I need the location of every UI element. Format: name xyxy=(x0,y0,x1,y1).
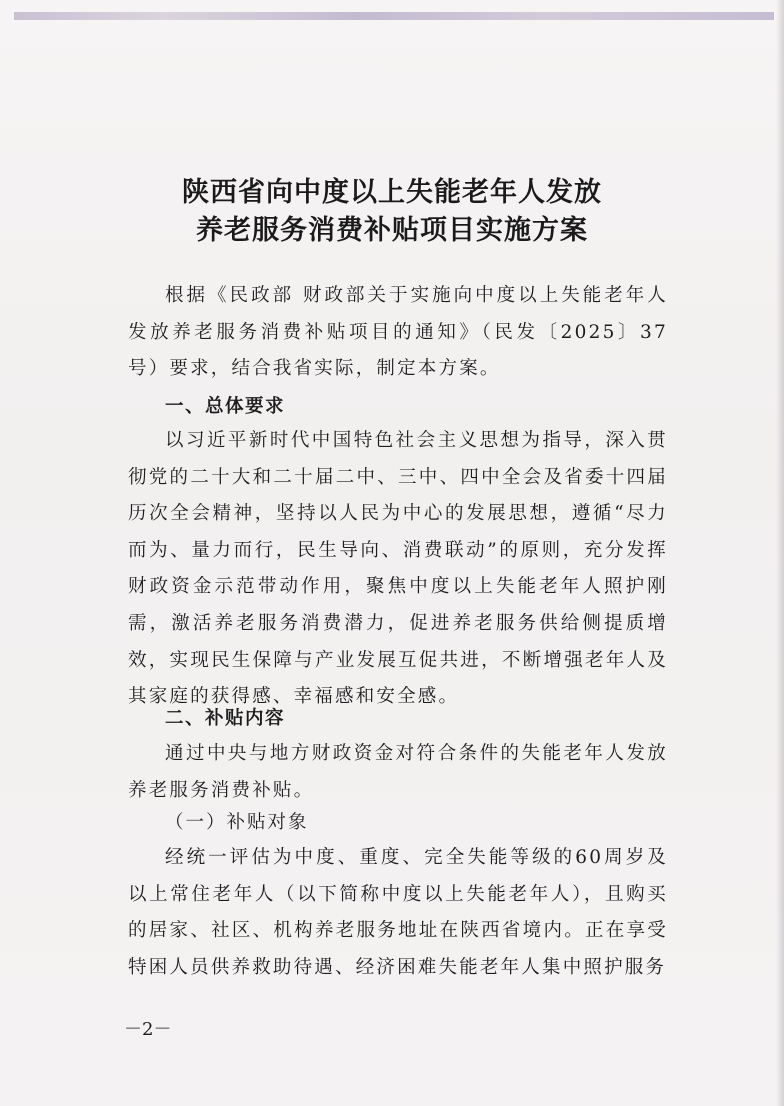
section1-heading: 一、总体要求 xyxy=(165,396,286,417)
section2-heading: 二、补贴内容 xyxy=(165,708,286,729)
document-title-line2: 养老服务消费补贴项目实施方案 xyxy=(196,215,588,246)
document-title-line1: 陕西省向中度以上失能老年人发放 xyxy=(182,177,602,208)
scan-top-edge xyxy=(14,12,774,20)
subsection1-heading: （一）补贴对象 xyxy=(165,812,309,833)
page-number: －2－ xyxy=(124,1019,172,1040)
subsection1-paragraph: 经统一评估为中度、重度、完全失能等级的60周岁及以上常住老年人（以下简称中度以上失能老年人），且购买的居家、社区、机构养老服务地址在陕西省境内。正在享受特困人员供养救助待遇、经济困难失能老年人集中照护服务 xyxy=(128,847,668,978)
section1-paragraph: 以习近平新时代中国特色社会主义思想为指导，深入贯彻党的二十大和二十届二中、三中、四中全会及省委十四届历次全会精神，坚持以人民为中心的发展思想，遵循“尽力而为、量力而行，民生导向、消费联动”的原则，充分发挥财政资金示范带动作用，聚焦中度以上失能老年人照护刚需，激活养老服务消费潜力，促进养老服务供给侧提质增效，实现民生保障与产业发展互促共进，不断增强老年人及其家庭的获得感、幸福感和安全感。 xyxy=(128,430,668,708)
scan-right-edge xyxy=(776,0,784,1106)
section2-paragraph: 通过中央与地方财政资金对符合条件的失能老年人发放养老服务消费补贴。 xyxy=(128,743,668,801)
intro-paragraph: 根据《民政部 财政部关于实施向中度以上失能老年人发放养老服务消费补贴项目的通知》（民发〔2025〕37号）要求，结合我省实际，制定本方案。 xyxy=(128,285,668,380)
